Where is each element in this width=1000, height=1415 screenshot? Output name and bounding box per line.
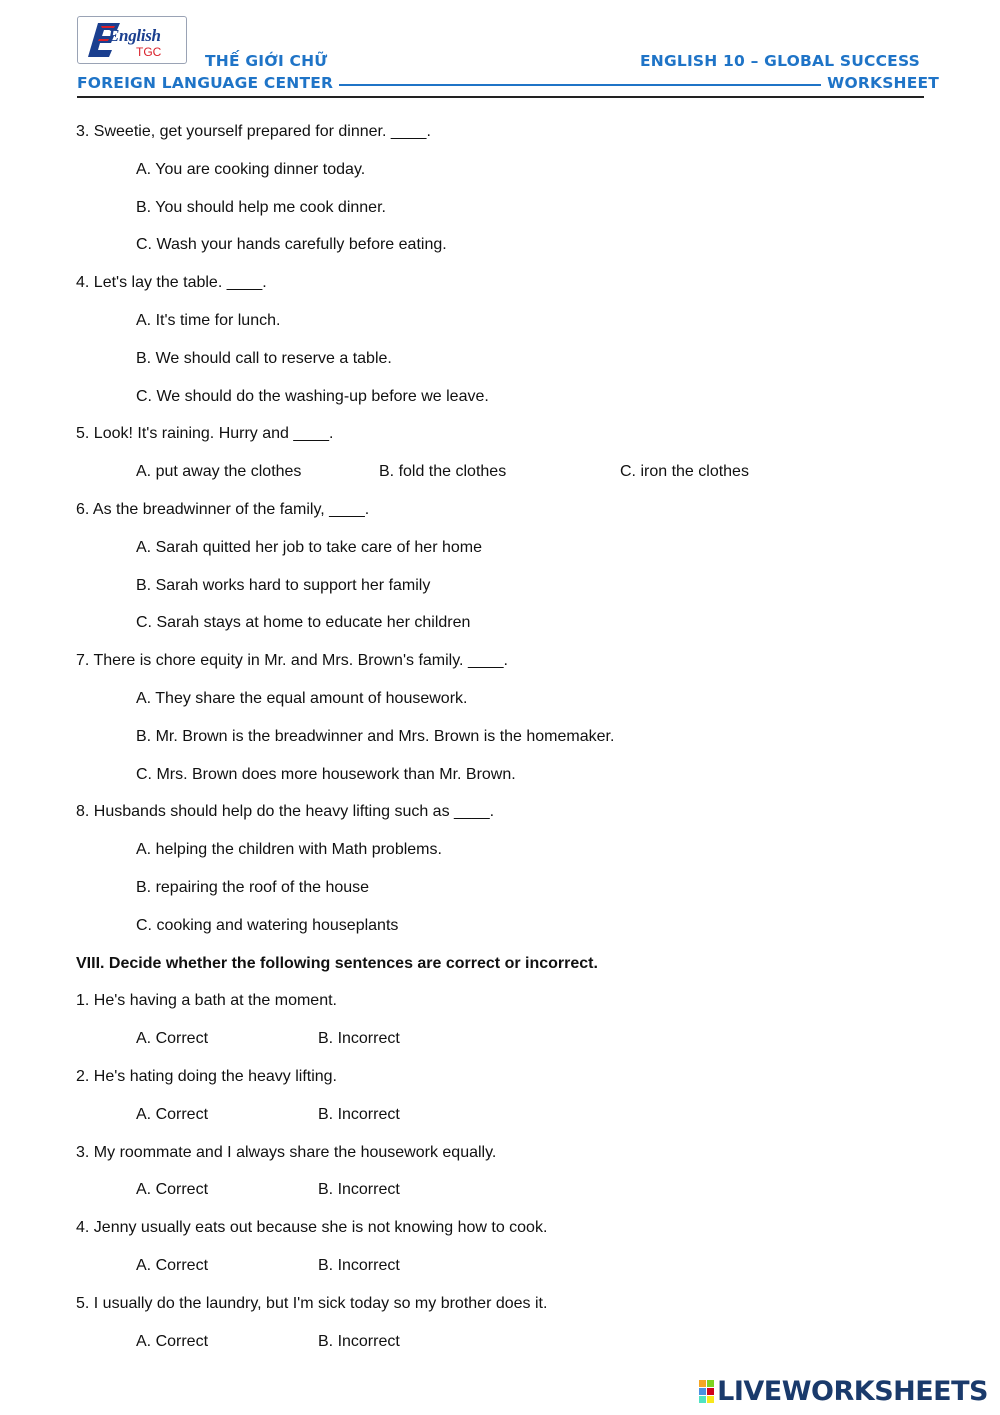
liveworksheets-brand: LIVEWORKSHEETS [717,1375,988,1407]
question-option: A. They share the equal amount of housework. [136,689,468,707]
question-option: B. repairing the roof of the house [136,878,370,896]
logo-word: English [108,26,161,45]
question-stem: 7. There is chore equity in Mr. and Mrs. Brown's family. ____. [76,652,508,670]
question-option: C. We should do the washing-up before we leave. [136,387,489,405]
sentence-stem: 4. Jenny usually eats out because she is not knowing how to cook. [76,1219,548,1237]
liveworksheets-logo[interactable] [699,1376,988,1406]
sentence-stem: 1. He's having a bath at the moment. [76,992,337,1010]
header-underline [339,84,821,86]
question-option: A. It's time for lunch. [136,311,281,329]
question-stem: 8. Husbands should help do the heavy lifting such as ____. [76,803,495,821]
question-stem: 6. As the breadwinner of the family, ____. [76,500,370,518]
header-brand: THẾ GIỚI CHỮ [205,52,328,70]
header-rule [77,96,924,98]
answer-option-incorrect[interactable]: B. Incorrect [318,1105,400,1123]
answer-option-correct[interactable]: A. Correct [136,1181,209,1199]
worksheet-content [0,113,1000,1360]
answer-options-row [0,1020,1000,1058]
section-title: VIII. Decide whether the following sentences are correct or incorrect. [76,954,598,972]
answer-options-row [0,1171,1000,1209]
question-option: B. Sarah works hard to support her family [136,576,431,594]
answer-option-incorrect[interactable]: B. Incorrect [318,1181,400,1199]
question-option: C. Wash your hands carefully before eating. [136,236,447,254]
answer-option-correct[interactable]: A. Correct [136,1105,209,1123]
answer-option-correct[interactable]: A. Correct [136,1332,209,1350]
answer-option-incorrect[interactable]: B. Incorrect [318,1332,400,1350]
answer-option-incorrect[interactable]: B. Incorrect [318,1030,400,1048]
logo [77,16,187,64]
question-stem: 3. Sweetie, get yourself prepared for dinner. ____. [76,123,431,140]
question-option: C. Sarah stays at home to educate her children [136,614,471,632]
question-option: B. You should help me cook dinner. [136,198,386,216]
sentence-stem: 3. My roommate and I always share the housework equally. [76,1143,497,1161]
question-option: B. fold the clothes [379,463,507,481]
question-option: B. We should call to reserve a table. [136,349,392,367]
question-option: A. helping the children with Math problems. [136,841,442,859]
question-options-row [0,453,1000,491]
answer-options-row [0,1323,1000,1361]
sentence-stem: 2. He's hating doing the heavy lifting. [76,1067,337,1085]
header-course: ENGLISH 10 – GLOBAL SUCCESS [640,52,920,70]
question-option: C. cooking and watering houseplants [136,916,399,934]
liveworksheets-grid-icon [699,1380,714,1403]
header-worksheet: WORKSHEET [827,74,940,92]
question-option: A. You are cooking dinner today. [136,160,366,178]
question-option: C. iron the clothes [620,463,749,481]
answer-option-incorrect[interactable]: B. Incorrect [318,1256,400,1274]
answer-option-correct[interactable]: A. Correct [136,1256,209,1274]
header-center-line [77,74,939,92]
question-option: A. put away the clothes [136,463,302,481]
sentence-stem: 5. I usually do the laundry, but I'm sick today so my brother does it. [76,1294,548,1312]
question-stem: 5. Look! It's raining. Hurry and ____. [76,425,334,443]
question-stem: 4. Let's lay the table. ____. [76,274,267,292]
question-option: A. Sarah quitted her job to take care of her home [136,538,482,556]
header-center: FOREIGN LANGUAGE CENTER [77,74,334,92]
answer-options-row [0,1096,1000,1134]
question-option: C. Mrs. Brown does more housework than Mr. Brown. [136,765,516,783]
question-option: B. Mr. Brown is the breadwinner and Mrs. Brown is the homemaker. [136,727,615,745]
answer-option-correct[interactable]: A. Correct [136,1030,209,1048]
answer-options-row [0,1247,1000,1285]
logo-sub: TGC [136,45,162,59]
